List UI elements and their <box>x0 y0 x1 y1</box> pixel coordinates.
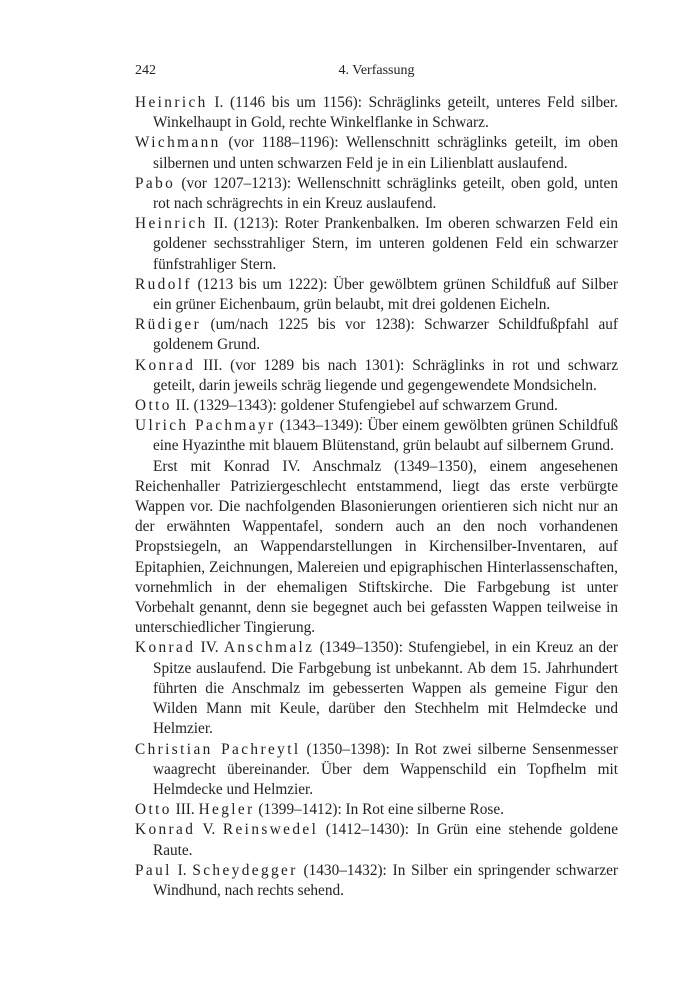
entry-text: (vor 1188–1196): Wellenschnitt schräglinks geteilt, im oben silbernen und unten schwarzen Feld je in ein Lilienblatt auslaufend. <box>153 134 618 172</box>
list-item <box>135 861 618 901</box>
provost-name: Rüdiger <box>135 316 202 334</box>
list-item <box>135 214 618 275</box>
entry-text: II. (1213): Roter Prankenbalken. Im oberen schwarzen Feld ein goldener sechsstrahliger Stern, im unteren goldenen Feld ein schwarzer fünfstrahliger Stern. <box>153 215 618 273</box>
provost-name: Konrad <box>135 821 196 839</box>
entry-text: (1343–1349): Über einem gewölbten grünen Schildfuß eine Hyazinthe mit blauem Blütenstand, grün belaubt auf silbernem Grund. <box>153 417 618 455</box>
entry-text: III. (vor 1289 bis nach 1301): Schräglinks in rot und schwarz geteilt, darin jeweils schräg liegende und gegengewendete Mondsicheln. <box>153 356 618 394</box>
list-item <box>135 93 618 133</box>
provost-name: Heinrich <box>135 94 208 111</box>
entry-text: II. (1329–1343): goldener Stufengiebel auf schwarzem Grund. <box>171 397 558 415</box>
list-item <box>135 740 618 801</box>
page-body <box>135 93 618 901</box>
provost-name: Heinrich <box>135 215 208 233</box>
entry-text: (um/nach 1225 bis vor 1238): Schwarzer Schildfußpfahl auf goldenem Grund. <box>153 316 618 354</box>
entry-text: (1412–1430): In Grün eine stehende goldene Raute. <box>153 821 618 859</box>
provost-name: Otto <box>135 397 172 415</box>
entry-numeral: IV. <box>195 639 224 657</box>
provost-name: Pabo <box>135 174 176 192</box>
list-item <box>135 416 618 456</box>
provost-name: Rudolf <box>135 275 192 293</box>
entry-text: I. (1146 bis um 1156): Schräglinks geteilt, unteres Feld silber. Winkelhaupt in Gold, rechte Winkelflanke in Schwarz. <box>153 94 618 132</box>
list-item <box>135 133 618 173</box>
provost-surname: Hegler <box>198 801 255 819</box>
entry-text: (1349–1350): Stufengiebel, in ein Kreuz an der Spitze auslaufend. Die Farbgebung ist unbekannt. Ab dem 15. Jahrhundert führten die Anschmalz im gebesserten Wappen als gemeine Figur den Wilden Mann mit Keule, darüber den Stechhelm mit Helmdecke und Helmzier. <box>153 639 618 738</box>
entry-numeral: V. <box>195 821 223 839</box>
list-item <box>135 174 618 214</box>
entry-text: (vor 1207–1213): Wellenschnitt schräglinks geteilt, oben gold, unten rot nach schrägrechts in ein Kreuz auslaufend. <box>153 174 618 213</box>
entry-text: (1213 bis um 1222): Über gewölbtem grünen Schildfuß auf Silber ein grüner Eichenbaum, grün belaubt, mit drei goldenen Eicheln. <box>153 275 618 314</box>
provost-name: Konrad <box>135 639 196 657</box>
list-item <box>135 356 618 396</box>
provost-surname: Scheydegger <box>192 861 298 879</box>
list-item <box>135 800 618 820</box>
running-title: 4. Verfassung <box>338 63 415 78</box>
entry-numeral: I. <box>171 861 193 879</box>
list-item <box>135 638 618 739</box>
page-number: 242 <box>135 63 156 78</box>
list-item <box>135 396 618 416</box>
provost-surname: Anschmalz <box>223 639 315 657</box>
body-paragraph: Erst mit Konrad IV. Anschmalz (1349–1350), einem angesehenen Reichenhaller Patriziergeschlecht entstammend, liegt das erste verbürgte Wappen vor. Die nachfolgenden Blasonierungen orientieren sich nicht nur an der erwähnten Wappentafel, sondern auch an den noch vorhandenen Propstsiegeln, an Wappendarstellungen in Kirchensilber-Inventaren, auf Epitaphien, Zeichnungen, Malereien und epigraphischen Hinterlassenschaften, vornehmlich in der ehemaligen Stiftskirche. Die Farbgebung ist unter Vorbehalt genannt, denn sie begegnet auch bei gefassten Wappen teilweise in unterschiedlicher Tingierung. <box>135 457 618 637</box>
entry-text: (1399–1412): In Rot eine silberne Rose. <box>254 801 504 819</box>
provost-name: Christian Pachreytl <box>135 740 301 758</box>
provost-name: Ulrich Pachmayr <box>135 417 276 435</box>
list-item <box>135 820 618 860</box>
provost-name: Konrad <box>135 356 196 374</box>
list-item <box>135 275 618 315</box>
provost-surname: Reinswedel <box>222 821 319 839</box>
provost-name: Otto <box>135 801 172 819</box>
entry-text: (1350–1398): In Rot zwei silberne Sensenmesser waagrecht übereinander. Über dem Wappenschild ein Topfhelm mit Helmdecke und Helmzier. <box>153 740 618 798</box>
list-item <box>135 315 618 355</box>
provost-name: Paul <box>135 861 172 879</box>
entry-text: (1430–1432): In Silber ein springender schwarzer Windhund, nach rechts sehend. <box>153 861 618 899</box>
entry-numeral: III. <box>171 801 199 819</box>
provost-name: Wichmann <box>135 134 221 152</box>
